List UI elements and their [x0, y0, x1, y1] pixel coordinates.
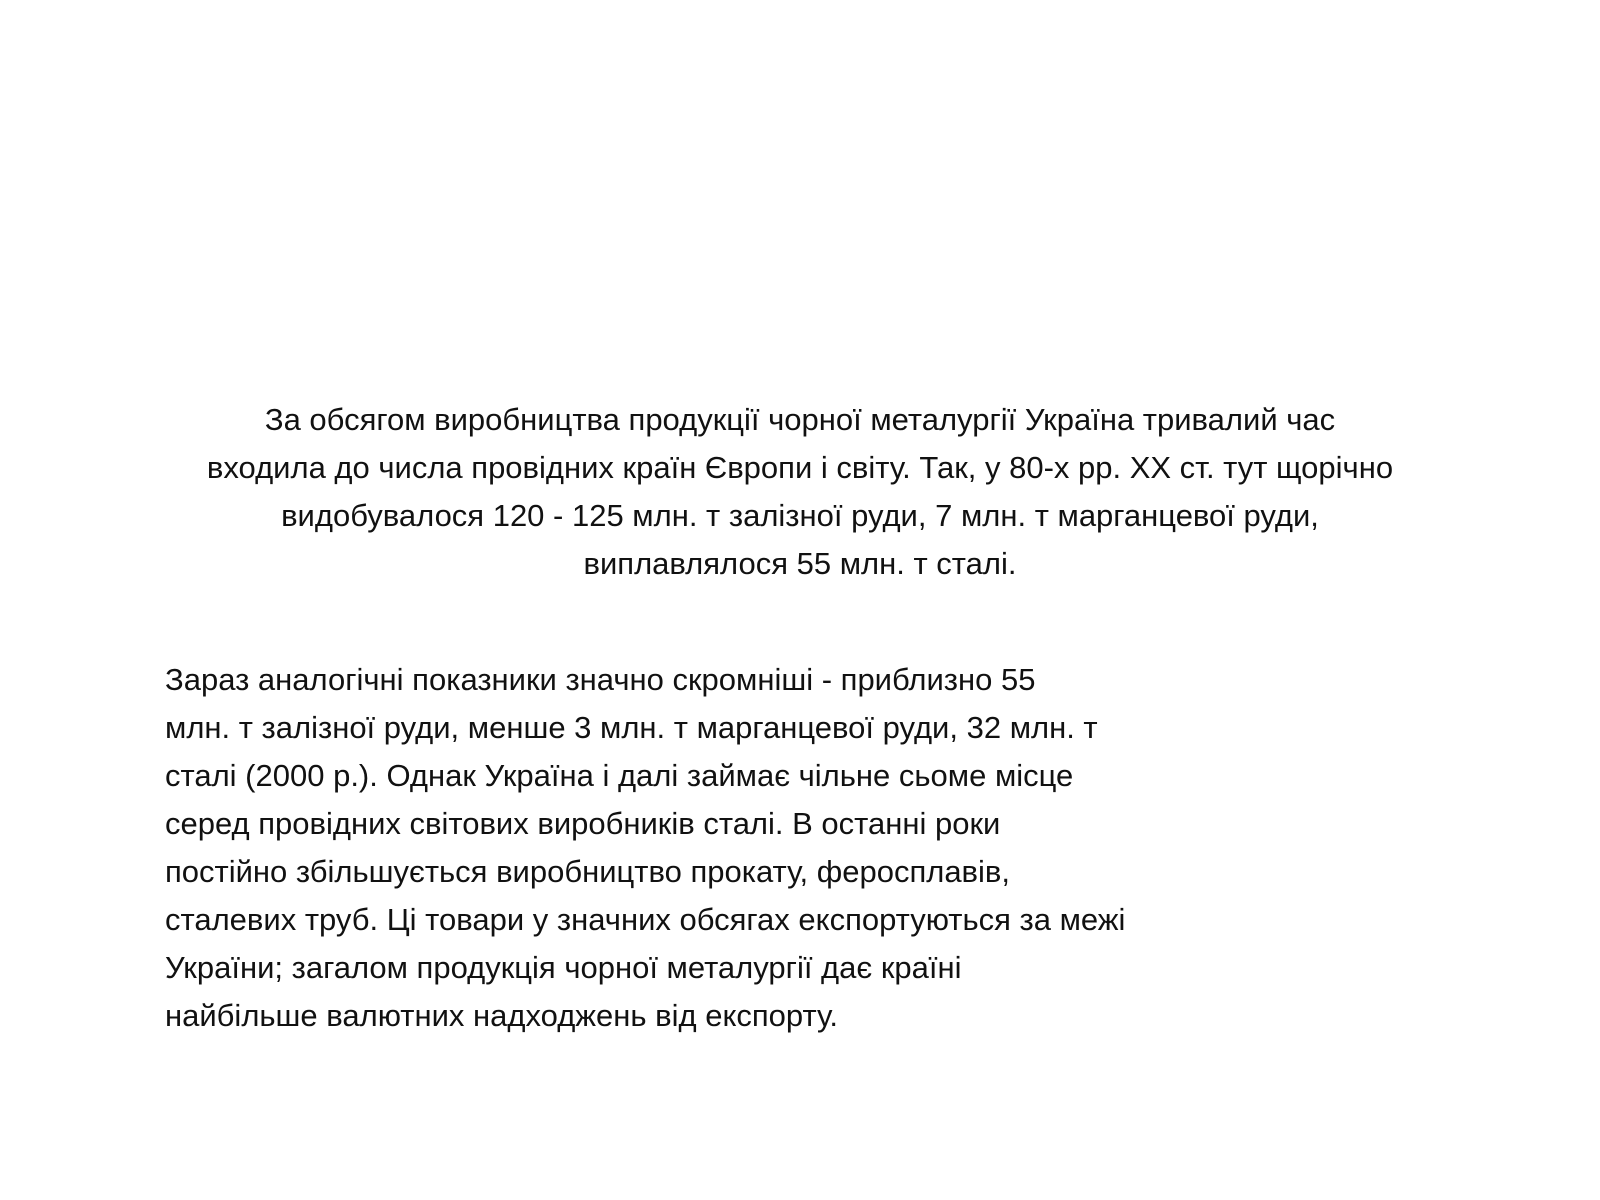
- paragraph-line: видобувалося 120 - 125 млн. т залізної руди, 7 млн. т марганцевої руди,: [281, 498, 1319, 533]
- paragraph-intro: [80, 396, 1520, 588]
- paragraph-line: найбільше валютних надходжень від експорту.: [165, 998, 839, 1033]
- paragraph-line: виплавлялося 55 млн. т сталі.: [583, 546, 1017, 581]
- paragraph-line: постійно збільшується виробництво прокату, феросплавів,: [165, 854, 1010, 889]
- paragraph-line: Зараз аналогічні показники значно скромніші - приблизно 55: [165, 662, 1036, 697]
- paragraph-current: [165, 656, 1305, 1040]
- paragraph-line: серед провідних світових виробників сталі. В останні роки: [165, 806, 1001, 841]
- paragraph-line: сталевих труб. Ці товари у значних обсягах експортуються за межі: [165, 902, 1126, 937]
- paragraph-line: України; загалом продукція чорної металургії дає країні: [165, 950, 962, 985]
- paragraph-line: сталі (2000 р.). Однак Україна і далі займає чільне сьоме місце: [165, 758, 1074, 793]
- paragraph-line: входила до числа провідних країн Європи і світу. Так, у 80-х рр. XX ст. тут щорічно: [206, 450, 1394, 485]
- paragraph-line: За обсягом виробництва продукції чорної металургії Україна тривалий час: [264, 402, 1336, 437]
- paragraph-line: млн. т залізної руди, менше 3 млн. т марганцевої руди, 32 млн. т: [165, 710, 1098, 745]
